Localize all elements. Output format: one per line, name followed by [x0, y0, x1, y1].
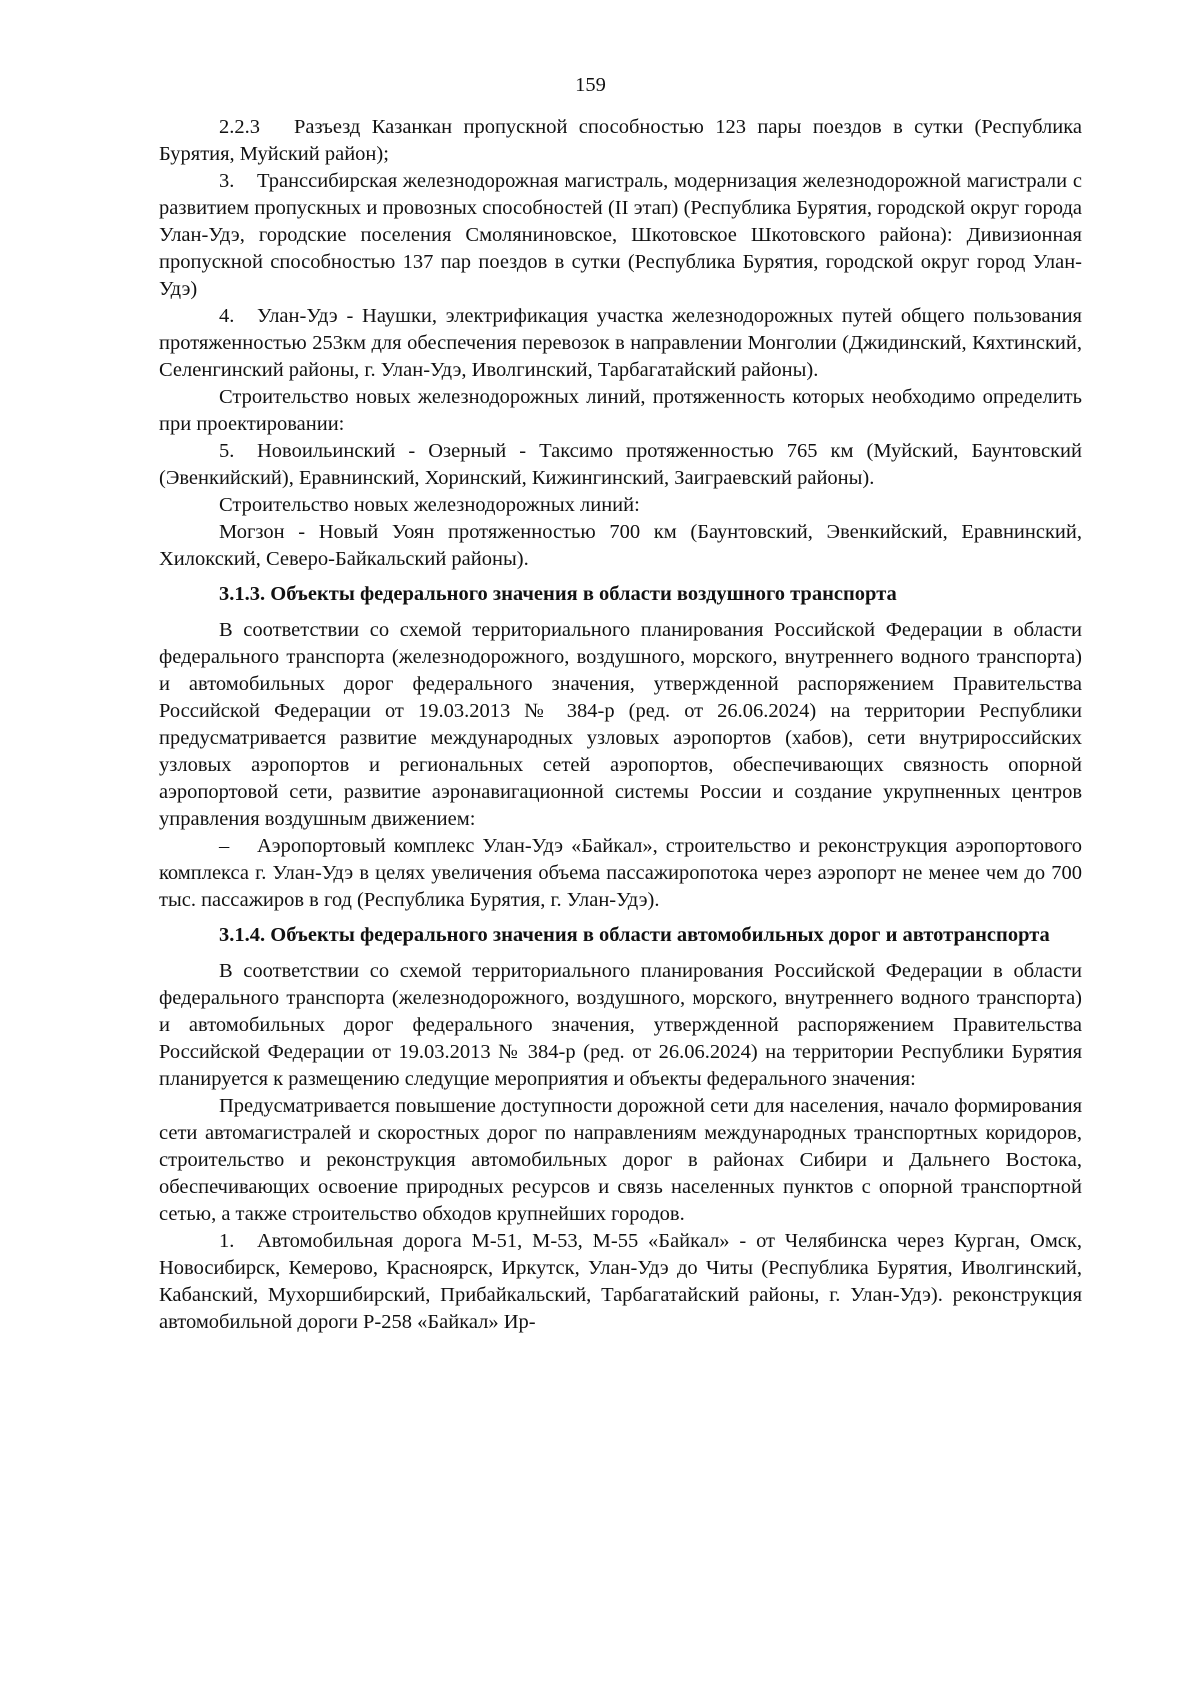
paragraph-road-transport [159, 958, 1082, 1093]
dash-marker: – [219, 835, 230, 857]
paragraph-new-lines [159, 492, 1082, 519]
paragraph-text: В соответствии со схемой территориального планирования Российской Федерации в области федерального транспорта (железнодорожного, воздушного, морского, внутреннего водного транспорта) и автомобильных дорог федерального значения, утвержденной распоряжением Правительства Российской Федерации от 19.03.2013 № 384-р (ред. от 26.06.2024) на территории Республики Бурятия планируется к размещению следущие мероприятия и объекты федерального значения: [159, 960, 1082, 1090]
section-heading-3-1-3: 3.1.3. Объекты федерального значения в области воздушного транспорта [219, 583, 897, 605]
item-number: 5. [219, 440, 235, 462]
section-heading-3-1-4: 3.1.4. Объекты федерального значения в области автомобильных дорог и автотранспорта [219, 924, 1050, 946]
paragraph-new-lines-intro [159, 384, 1082, 438]
paragraph-2-2-3 [159, 114, 1082, 168]
paragraph-text: Разъезд Казанкан пропускной способностью 123 пары поездов в сутки (Республика Бурятия, Муйский район); [159, 116, 1082, 165]
paragraph-air-transport [159, 617, 1082, 833]
paragraph-item-4 [159, 303, 1082, 384]
paragraph-text: Строительство новых железнодорожных линий, протяженность которых необходимо определить при проектировании: [159, 386, 1082, 435]
paragraph-road-item-1 [159, 1228, 1082, 1336]
item-number: 2.2.3 [219, 116, 260, 138]
paragraph-text: Аэропортовый комплекс Улан-Удэ «Байкал», строительство и реконструкция аэропортового комплекса г. Улан-Удэ в целях увеличения объема пассажиропотока через аэропорт не менее чем до 700 тыс. пассажиров в год (Республика Бурятия, г. Улан-Удэ). [159, 835, 1082, 911]
paragraph-text: Могзон - Новый Уоян протяженностью 700 км (Баунтовский, Эвенкийский, Еравнинский, Хилокский, Северо-Байкальский районы). [159, 521, 1082, 570]
paragraph-text: Автомобильная дорога М-51, М-53, М-55 «Байкал» - от Челябинска через Курган, Омск, Новосибирск, Кемерово, Красноярск, Иркутск, Улан-Удэ до Читы (Республика Бурятия, Иволгинский, Кабанский, Мухоршибирский, Прибайкальский, Тарбагатайский районы, г. Улан-Удэ). реконструкция автомобильной дороги Р-258 «Байкал» Ир- [159, 1230, 1082, 1333]
paragraph-text: В соответствии со схемой территориального планирования Российской Федерации в области федерального транспорта (железнодорожного, воздушного, морского, внутреннего водного транспорта) и автомобильных дорог федерального значения, утвержденной распоряжением Правительства Российской Федерации от 19.03.2013 № 384-р (ред. от 26.06.2024) на территории Республики предусматривается развитие международных узловых аэропортов (хабов), сети внутрироссийских узловых аэропортов и региональных сетей аэропортов, обеспечивающих связность опорной аэропортовой сети, развитие аэронавигационной системы России и создание укрупненных центров управления воздушным движением: [159, 619, 1082, 830]
item-number: 4. [219, 305, 235, 327]
item-number: 1. [219, 1230, 235, 1252]
paragraph-text: Новоильинский - Озерный - Таксимо протяженностью 765 км (Муйский, Баунтовский (Эвенкийский), Еравнинский, Хоринский, Кижингинский, Заиграевский районы). [159, 440, 1082, 489]
paragraph-text: Предусматривается повышение доступности дорожной сети для населения, начало формирования сети автомагистралей и скоростных дорог по направлениям международных транспортных коридоров, строительство и реконструкция автомобильных дорог в районах Сибири и Дальнего Востока, обеспечивающих освоение природных ресурсов и связь населенных пунктов с опорной транспортной сетью, а также строительство обходов крупнейших городов. [159, 1095, 1082, 1225]
paragraph-item-5 [159, 438, 1082, 492]
paragraph-item-3 [159, 168, 1082, 303]
paragraph-text: Строительство новых железнодорожных линий: [219, 494, 640, 516]
item-number: 3. [219, 170, 235, 192]
page-number: 159 [575, 74, 606, 96]
paragraph-text: Транссибирская железнодорожная магистраль, модернизация железнодорожной магистрали с развитием пропускных и провозных способностей (II этап) (Республика Бурятия, городской округ города Улан-Удэ, городские поселения Смоляниновское, Шкотовское Шкотовского района): Дивизионная пропускной способностью 137 пар поездов в сутки (Республика Бурятия, городской округ город Улан-Удэ) [159, 170, 1082, 300]
paragraph-text: Улан-Удэ - Наушки, электрификация участка железнодорожных путей общего пользования протяженностью 253км для обеспечения перевозок в направлении Монголии (Джидинский, Кяхтинский, Селенгинский районы, г. Улан-Удэ, Иволгинский, Тарбагатайский районы). [159, 305, 1082, 381]
paragraph-road-network [159, 1093, 1082, 1228]
paragraph-mogzon [159, 519, 1082, 573]
paragraph-airport-baikal [159, 833, 1082, 914]
